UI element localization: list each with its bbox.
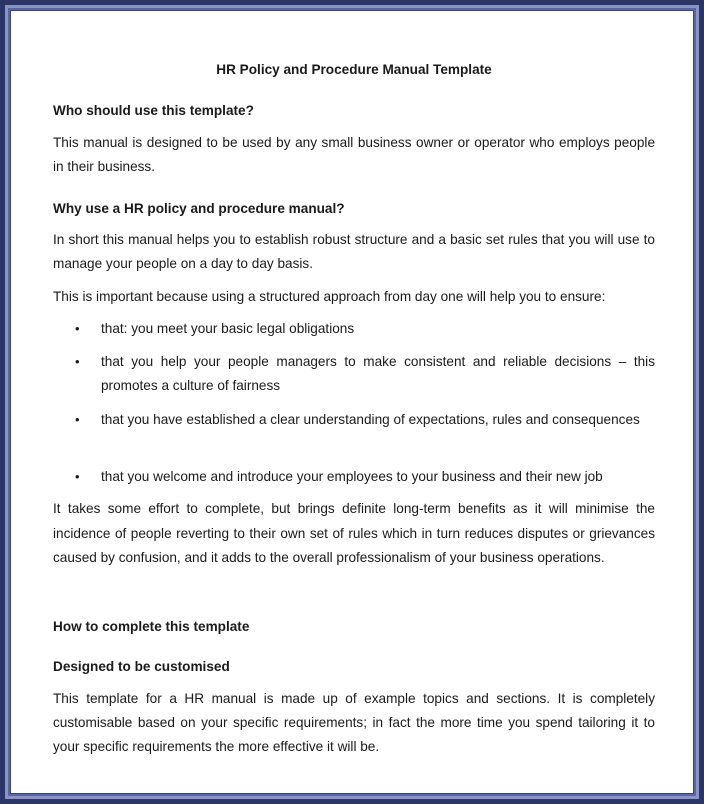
document-title: HR Policy and Procedure Manual Template: [216, 62, 492, 77]
list-item-text: that you help your people managers to make consistent and reliable decisions – this promotes a culture of fairness: [101, 354, 655, 393]
document-page: [10, 10, 694, 794]
heading-who: Who should use this template?: [53, 103, 254, 118]
paragraph-designed: This template for a HR manual is made up of example topics and sections. It is completely customisable based on your specific requirements; in fact the more time you spend tailoring it to your specific requirements the more effective it will be.: [53, 691, 655, 754]
bullet-icon: •: [75, 412, 80, 427]
heading-why: Why use a HR policy and procedure manual?: [53, 201, 345, 216]
paragraph-why-2: This is important because using a structured approach from day one will help you to ensure:: [53, 289, 606, 304]
list-item-text: that: you meet your basic legal obligations: [101, 321, 355, 336]
paragraph-effort: It takes some effort to complete, but brings definite long-term benefits as it will minimise the incidence of people reverting to their own set of rules which in turn reduces disputes or grievances caused by confusion, and it adds to the overall professionalism of your business operations.: [53, 501, 655, 565]
frame-border: [5, 5, 699, 799]
heading-designed: Designed to be customised: [53, 659, 230, 674]
bullet-icon: •: [75, 469, 80, 484]
bullet-icon: •: [75, 354, 80, 369]
paragraph-who: This manual is designed to be used by any small business owner or operator who employs people in their business.: [53, 135, 655, 174]
heading-how: How to complete this template: [53, 619, 250, 634]
list-item-text: that you welcome and introduce your employees to your business and their new job: [101, 469, 603, 484]
bullet-icon: •: [75, 321, 80, 336]
paragraph-why-1: In short this manual helps you to establish robust structure and a basic set rules that you will use to manage your people on a day to day basis.: [53, 232, 655, 271]
list-item-text: that you have established a clear understanding of expectations, rules and consequences: [101, 412, 640, 427]
